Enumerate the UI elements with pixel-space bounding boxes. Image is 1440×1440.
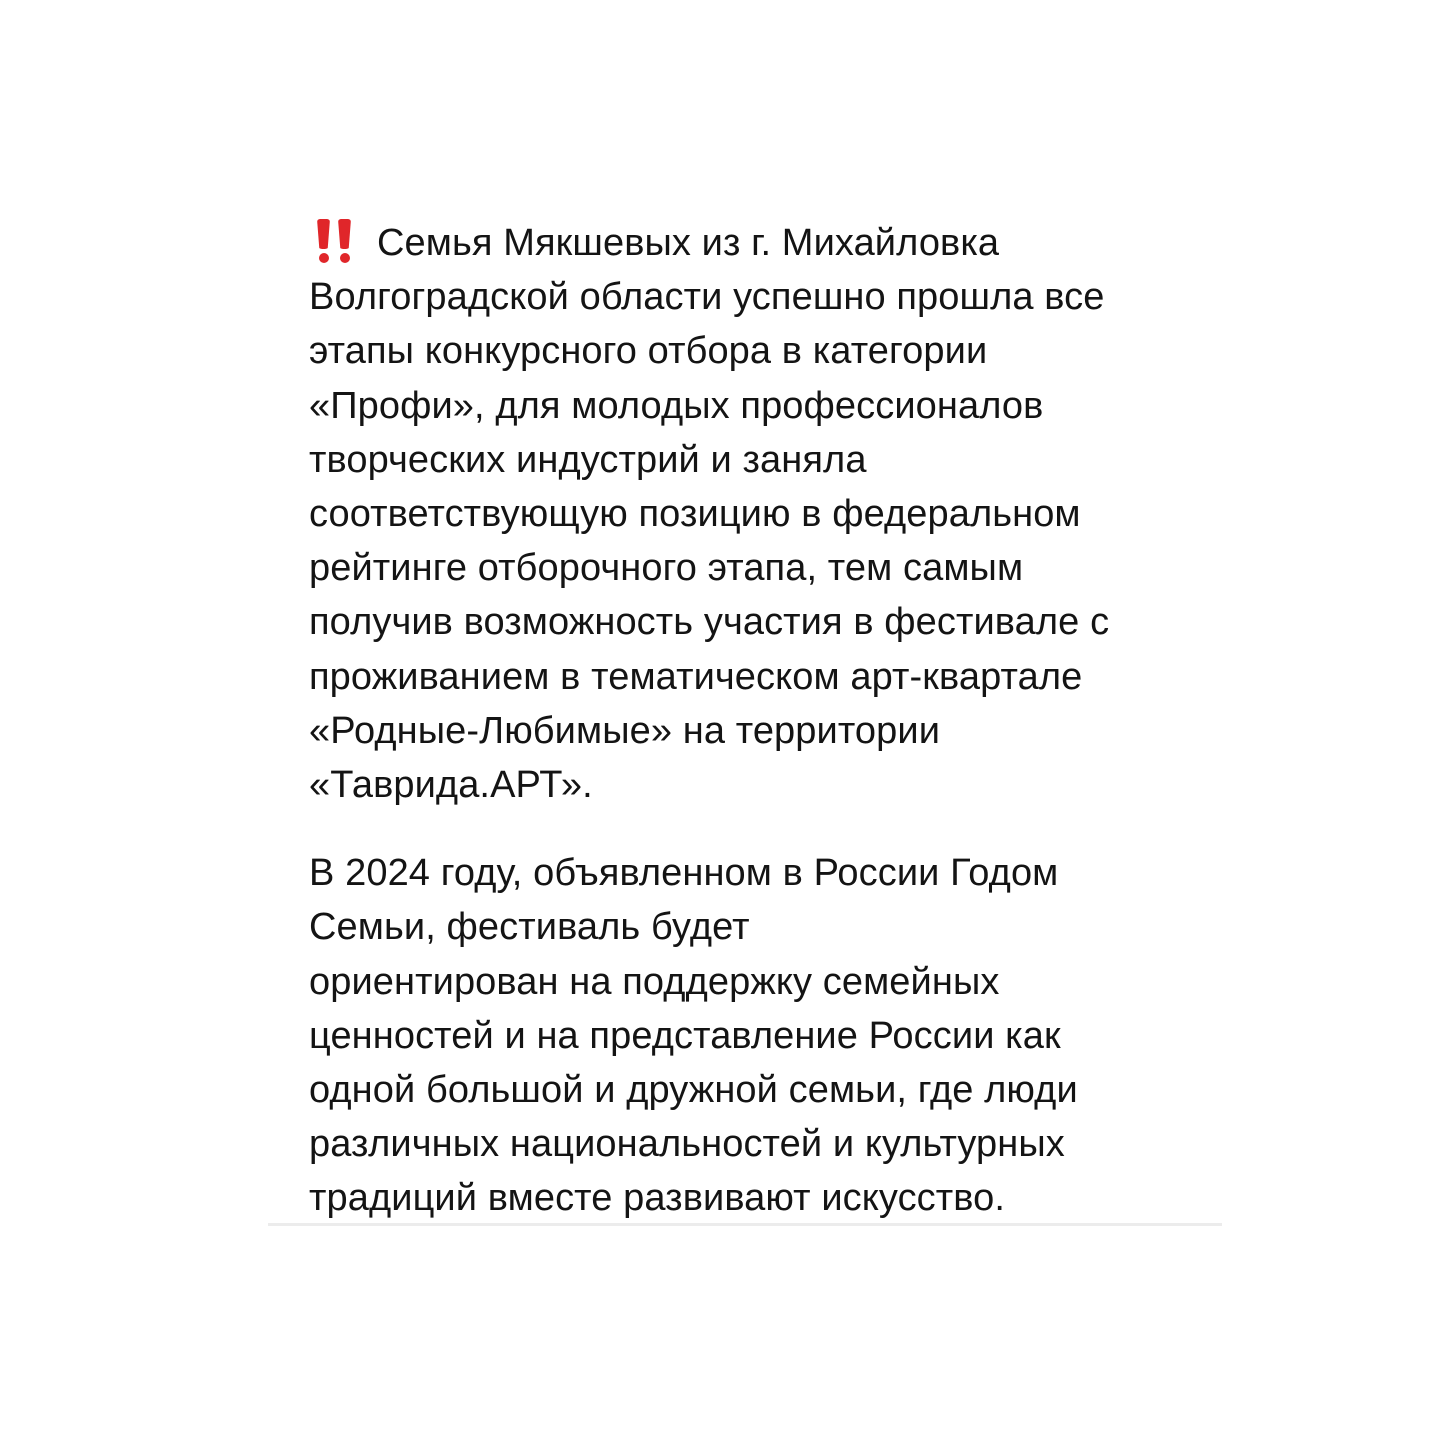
paragraph1-line-7: рейтинге отборочного этапа, тем самым — [309, 547, 1024, 590]
paragraph1-line-9: проживанием в тематическом арт-квартале — [309, 655, 1083, 698]
paragraph1-line-1: Семья Мякшевых из г. Михайловка — [377, 222, 1000, 264]
paragraph1-line-8: получив возможность участия в фестивале с — [309, 601, 1110, 644]
paragraph2-line-7: традиций вместе развивают искусство. — [309, 1177, 1006, 1220]
paragraph2-line-6: различных национальностей и культурных — [309, 1123, 1065, 1166]
paragraph-gap — [309, 812, 1189, 846]
paragraph1-line-10: «Родные-Любимые» на территории — [309, 709, 941, 752]
paragraph1-line-6: соответствующую позицию в федеральном — [309, 493, 1081, 536]
paragraph1-line-11: «Таврида.АРТ». — [309, 764, 593, 807]
paragraph1-line-2: Волгоградской области успешно прошла все — [309, 276, 1105, 319]
paragraph1-line-3: этапы конкурсного отбора в категории — [309, 330, 988, 373]
paragraph2-line-5: одной большой и дружной семьи, где люди — [309, 1069, 1078, 1112]
paragraph2-line-2: Семьи, фестиваль будет — [309, 906, 750, 949]
double-exclamation-icon — [309, 219, 355, 261]
post-line — [309, 216, 1189, 270]
paragraph2-line-3: ориентирован на поддержку семейных — [309, 960, 1000, 1003]
paragraph1-line-4: «Профи», для молодых профессионалов — [309, 384, 1044, 427]
paragraph2-line-4: ценностей и на представление России как — [309, 1014, 1061, 1057]
paragraph2-line-1: В 2024 году, объявленном в России Годом — [309, 852, 1059, 895]
post-text — [309, 216, 1189, 1226]
paragraph1-line-5: творческих индустрий и заняла — [309, 438, 867, 481]
